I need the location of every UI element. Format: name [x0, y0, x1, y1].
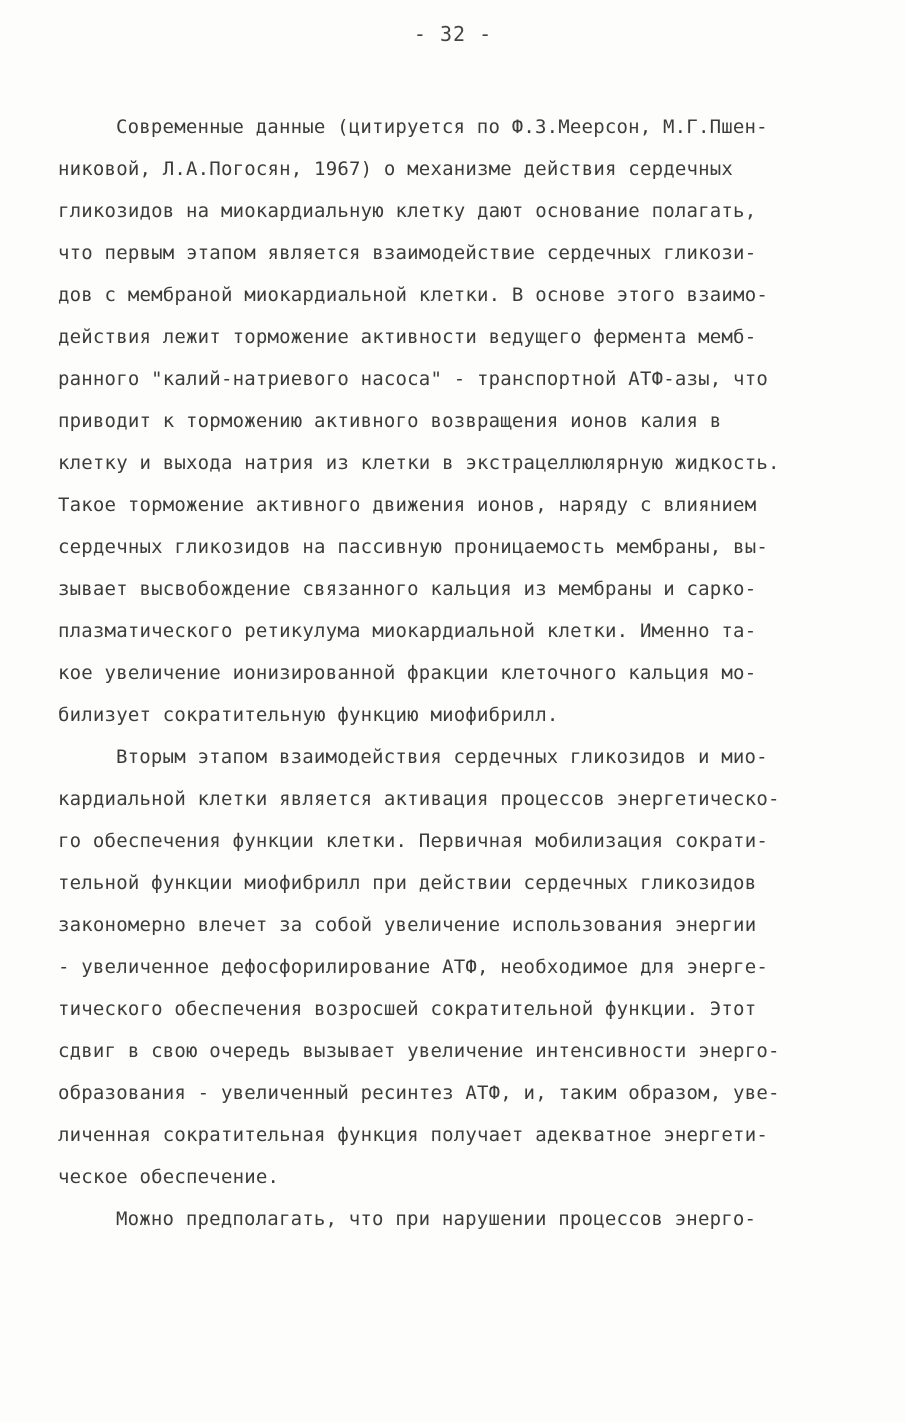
text-line: Можно предполагать, что при нарушении процессов энерго-: [116, 1208, 757, 1230]
text-line: приводит к торможению активного возвращения ионов калия в: [58, 410, 722, 432]
text-line: тельной функции миофибрилл при действии сердечных гликозидов: [58, 872, 757, 894]
body-text: [58, 106, 858, 1240]
text-line: ческое обеспечение.: [58, 1166, 280, 1188]
text-line: тического обеспечения возросшей сократительной функции. Этот: [58, 998, 757, 1020]
text-line: личенная сократительная функция получает адекватное энергети-: [58, 1124, 768, 1146]
text-line: действия лежит торможение активности ведущего фермента мемб-: [58, 326, 757, 348]
text-line: образования - увеличенный ресинтез АТФ, и, таким образом, уве-: [58, 1082, 780, 1104]
text-line: Такое торможение активного движения ионов, наряду с влиянием: [58, 494, 757, 516]
text-line: билизует сократительную функцию миофибрилл.: [58, 704, 559, 726]
text-line: зывает высвобождение связанного кальция из мембраны и сарко-: [58, 578, 757, 600]
text-line: клетку и выхода натрия из клетки в экстрацеллюлярную жидкость.: [58, 452, 780, 474]
text-line: сдвиг в свою очередь вызывает увеличение интенсивности энерго-: [58, 1040, 780, 1062]
text-line: кое увеличение ионизированной фракции клеточного кальция мо-: [58, 662, 757, 684]
text-line: дов с мембраной миокардиальной клетки. В основе этого взаимо-: [58, 284, 768, 306]
text-line: ранного "калий-натриевого насоса" - транспортной АТФ-азы, что: [58, 368, 768, 390]
text-line: - увеличенное дефосфорилирование АТФ, необходимое для энерге-: [58, 956, 768, 978]
text-line: кардиальной клетки является активация процессов энергетическо-: [58, 788, 780, 810]
text-line: го обеспечения функции клетки. Первичная мобилизация сократи-: [58, 830, 768, 852]
text-line: гликозидов на миокардиальную клетку дают основание полагать,: [58, 200, 757, 222]
text-line: сердечных гликозидов на пассивную проницаемость мембраны, вы-: [58, 536, 768, 558]
text-line: Современные данные (цитируется по Ф.З.Меерсон, М.Г.Пшен-: [116, 116, 768, 138]
text-line: что первым этапом является взаимодействие сердечных гликози-: [58, 242, 757, 264]
text-line: закономерно влечет за собой увеличение использования энергии: [58, 914, 757, 936]
page-number: - 32 -: [413, 22, 493, 46]
text-line: никовой, Л.А.Погосян, 1967) о механизме действия сердечных: [58, 158, 734, 180]
text-line: плазматического ретикулума миокардиальной клетки. Именно та-: [58, 620, 757, 642]
text-line: Вторым этапом взаимодействия сердечных гликозидов и мио-: [116, 746, 768, 768]
